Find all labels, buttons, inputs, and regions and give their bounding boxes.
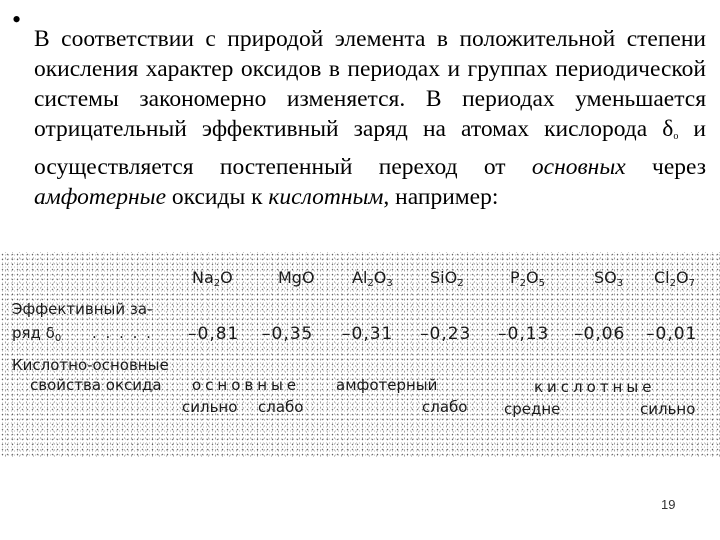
paragraph-text: и осуществляется постепенный переход от <box>34 115 706 180</box>
term-acidic: кислотным <box>268 183 384 210</box>
property-acidic: кислотные <box>534 378 656 396</box>
oxide-formula: $Al_2O_3$ <box>352 268 393 289</box>
bullet-marker: • <box>12 5 22 34</box>
property-basic: основные <box>192 376 301 394</box>
charge-value: –0,01 <box>646 324 698 344</box>
oxide-formula: SiO$_2$ <box>430 268 464 289</box>
charge-value: –0,23 <box>420 324 472 344</box>
row-label-charge: Эффективный за- <box>12 300 153 318</box>
property-degree: слабо <box>258 398 304 416</box>
main-paragraph <box>34 24 706 212</box>
charge-value: –0,31 <box>342 324 394 344</box>
oxide-formula: $Na_2O$ <box>192 268 233 289</box>
charge-value: –0,06 <box>574 324 626 344</box>
charge-value: –0,81 <box>188 324 240 344</box>
property-degree: сильно <box>640 400 696 418</box>
property-amphoteric: амфотерный <box>336 376 438 394</box>
charge-value: –0,13 <box>498 324 550 344</box>
row-leader-dots: . . . . . <box>92 324 153 342</box>
oxide-formula: $Cl_2O_7$ <box>654 268 695 289</box>
term-amphoteric: амфотерные <box>34 183 167 210</box>
oxide-formula: $P_2O_5$ <box>510 268 545 289</box>
paragraph-text: оксиды к <box>166 183 269 210</box>
row-label-properties: Кислотно-основные <box>12 356 169 374</box>
property-degree: средне <box>504 400 561 418</box>
property-degree: сильно <box>182 398 238 416</box>
paragraph-text: В соответствии с природой элемента в положительной степени окисления характер оксидов в периодах и группах периодической системы закономерно изменяется. В периодах уменьшается отрицательный эффективный заряд на атомах кислорода δ <box>34 25 706 142</box>
paragraph-text: через <box>625 153 707 180</box>
row-label-properties: свойства оксида <box>30 376 162 394</box>
property-degree: слабо <box>422 398 468 416</box>
oxide-formula: MgO <box>278 268 315 287</box>
paragraph-text: , например: <box>383 183 499 210</box>
row-label-charge: ряд $\delta_0$ <box>12 324 62 344</box>
oxide-formula: $SO_3$ <box>594 268 624 289</box>
term-basic: основных <box>531 153 626 180</box>
delta-subscript: о <box>673 130 679 142</box>
page-number: 19 <box>661 497 676 512</box>
charge-value: –0,35 <box>262 324 314 344</box>
scanned-oxide-table <box>0 252 720 458</box>
